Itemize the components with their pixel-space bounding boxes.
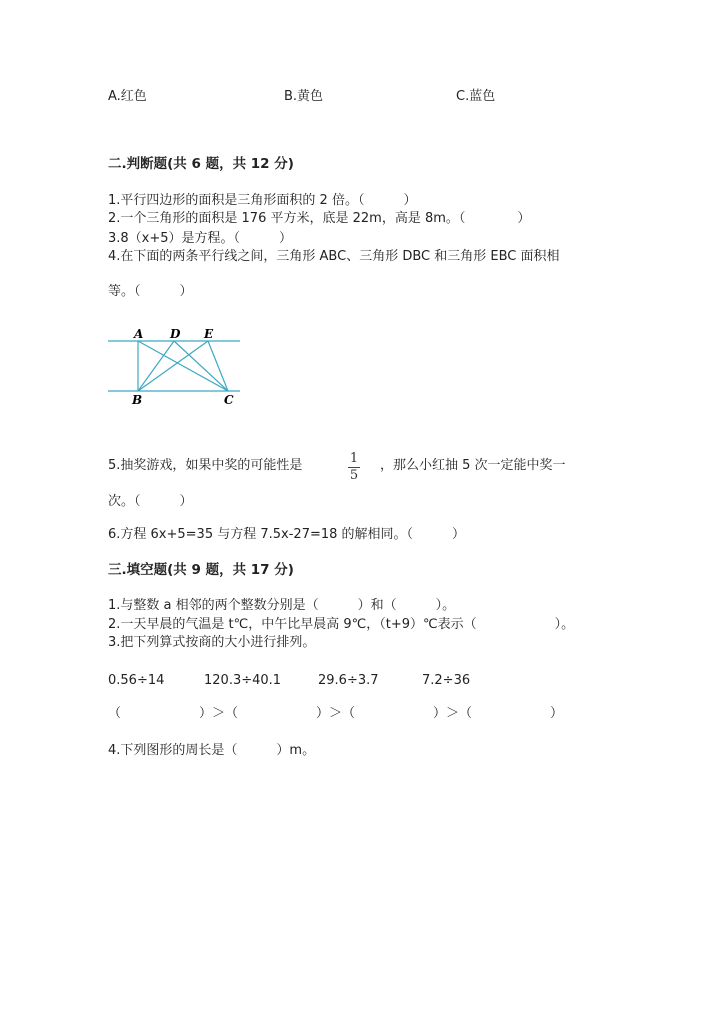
- label-d: D: [170, 327, 181, 341]
- s3-question-4: 4.下列图形的周长是（ ）m。: [108, 743, 316, 758]
- s2-question-2: 2.一个三角形的面积是 176 平方米，底是 22m，高是 8m。（ ）: [108, 211, 531, 226]
- expression-2: 120.3÷40.1: [204, 673, 282, 688]
- fraction-numerator: 1: [349, 451, 359, 466]
- section-3-title: 三.填空题(共 9 题，共 17 分): [108, 562, 294, 578]
- label-b: B: [132, 393, 143, 406]
- expression-3: 29.6÷3.7: [318, 673, 379, 688]
- option-c: C.蓝色: [456, 89, 496, 104]
- section-2-title: 二.判断题(共 6 题，共 12 分): [108, 156, 294, 172]
- s2-question-5-after: ，那么小红抽 5 次一定能中奖一: [380, 458, 566, 473]
- s2-question-3: 3.8（x+5）是方程。（ ）: [108, 231, 293, 246]
- segment-eb: [138, 341, 208, 391]
- segment-db: [138, 341, 174, 391]
- s3-question-2: 2.一天早晨的气温是 t℃，中午比早晨高 9℃，（t+9）℃表示（ ）。: [108, 617, 575, 632]
- label-e: E: [204, 327, 214, 341]
- label-a: A: [134, 327, 144, 341]
- segment-ec: [208, 341, 228, 391]
- s2-question-1: 1.平行四边形的面积是三角形面积的 2 倍。（ ）: [108, 193, 417, 208]
- expression-4: 7.2÷36: [422, 673, 471, 688]
- s2-question-5-before: 5.抽奖游戏，如果中奖的可能性是: [108, 458, 303, 473]
- label-c: C: [224, 393, 234, 406]
- s2-question-6: 6.方程 6x+5=35 与方程 7.5x-27=18 的解相同。（ ）: [108, 527, 466, 542]
- fraction-one-fifth: [346, 452, 362, 483]
- fraction-denominator: 5: [349, 468, 359, 483]
- parallel-lines-triangle-figure: [104, 326, 244, 406]
- s3-question-3: 3.把下列算式按商的大小进行排列。: [108, 635, 316, 650]
- ordering-blanks: （ ）＞（ ）＞（ ）＞（ ）: [108, 706, 564, 721]
- s2-question-5-line-2: 次。（ ）: [108, 494, 193, 509]
- segment-ac: [138, 341, 228, 391]
- s3-question-1: 1.与整数 a 相邻的两个整数分别是（ ）和（ ）。: [108, 598, 456, 613]
- option-b: B.黄色: [284, 89, 324, 104]
- option-a: A.红色: [108, 89, 147, 104]
- expression-1: 0.56÷14: [108, 673, 165, 688]
- s2-question-4-line-2: 等。（ ）: [108, 284, 193, 299]
- s2-question-4-line-1: 4.在下面的两条平行线之间，三角形 ABC、三角形 DBC 和三角形 EBC 面积相: [108, 249, 560, 264]
